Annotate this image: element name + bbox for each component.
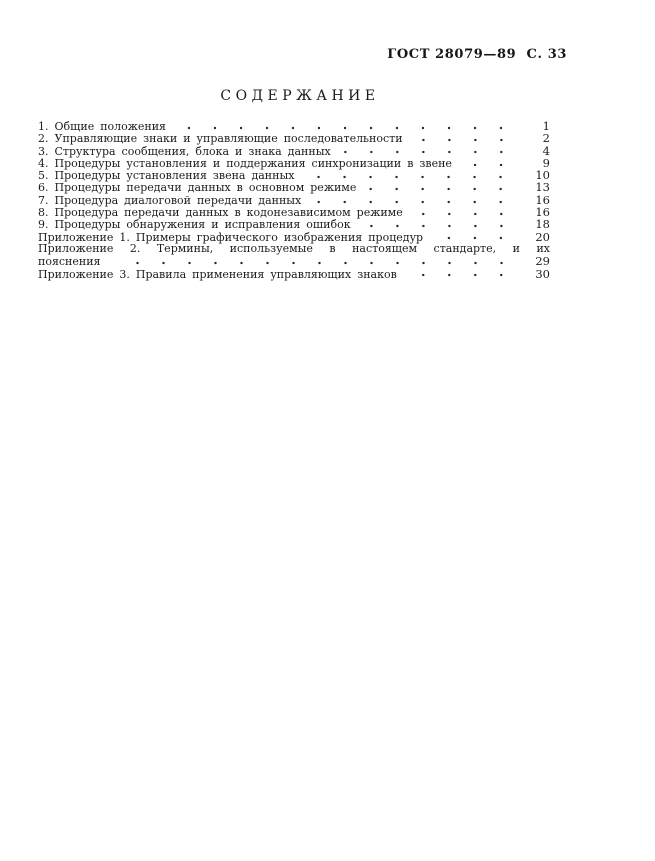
- toc-entry-label: пояснения: [38, 255, 101, 269]
- dot-leader: [343, 150, 514, 154]
- toc-entry-page: 13: [535, 180, 550, 195]
- toc-entry-label: 8. Процедура передачи данных в кодонезависимом режиме: [38, 206, 403, 220]
- toc-entry-page: 30: [535, 266, 550, 281]
- page-title: СОДЕРЖАНИЕ: [220, 88, 380, 104]
- toc-entry: [38, 145, 550, 157]
- dot-leader: [409, 273, 514, 277]
- dot-leader: [464, 163, 514, 167]
- toc-entry-page: 2: [542, 131, 550, 146]
- toc-entry-label: 2. Управляющие знаки и управляющие последовательности: [38, 132, 403, 146]
- toc-entry-page: 29: [535, 254, 550, 269]
- toc-entry-page: 16: [535, 205, 550, 220]
- document-number-header: ГОСТ 28079—89 С. 33: [387, 47, 567, 62]
- toc-entry: [38, 243, 550, 255]
- toc-entry-label: Приложение 2. Термины, используемые в настоящем стандарте, и их: [38, 241, 550, 255]
- dot-leader: [415, 138, 514, 142]
- toc-entry-page: 1: [542, 119, 550, 133]
- toc-entry-label: 1. Общие положения: [38, 120, 166, 133]
- dot-leader: [306, 175, 514, 179]
- toc-entry: [38, 218, 550, 230]
- toc-entry-label: 4. Процедуры установления и поддержания синхронизации в звене: [38, 156, 452, 170]
- toc-entry: [38, 268, 550, 280]
- toc-entry: [38, 206, 550, 218]
- dot-leader: [415, 212, 514, 216]
- toc-entry-label: 6. Процедуры передачи данных в основном режиме: [38, 181, 357, 195]
- toc-entry-label: 7. Процедура диалоговой передачи данных: [38, 193, 302, 207]
- dot-leader: [113, 261, 515, 265]
- toc-entry-page: 18: [535, 217, 550, 232]
- toc-entry-label: 5. Процедуры установления звена данных: [38, 169, 295, 183]
- toc-entry-page: 20: [535, 229, 550, 244]
- dot-leader: [363, 224, 514, 228]
- toc-entry-page: 10: [535, 168, 550, 183]
- dot-leader: [313, 200, 514, 204]
- table-of-contents: [38, 120, 550, 280]
- toc-entry-page: 9: [542, 155, 550, 170]
- toc-entry: [38, 181, 550, 193]
- toc-entry: [38, 194, 550, 206]
- toc-entry: [38, 120, 550, 132]
- toc-entry-label: 9. Процедуры обнаружения и исправления ошибок: [38, 218, 351, 232]
- toc-entry-page: 4: [542, 143, 550, 158]
- toc-entry-continuation: [38, 255, 550, 267]
- toc-entry-page: 16: [535, 192, 550, 207]
- dot-leader: [368, 187, 514, 191]
- dot-leader: [435, 236, 514, 240]
- toc-entry-label: Приложение 1. Примеры графического изображения процедур: [38, 230, 424, 244]
- toc-entry-label: Приложение 3. Правила применения управляющих знаков: [38, 267, 397, 281]
- toc-entry-label: 3. Структура сообщения, блока и знака данных: [38, 144, 331, 158]
- toc-entry: [38, 132, 550, 144]
- toc-entry: [38, 169, 550, 181]
- dot-leader: [178, 126, 514, 130]
- toc-entry: [38, 157, 550, 169]
